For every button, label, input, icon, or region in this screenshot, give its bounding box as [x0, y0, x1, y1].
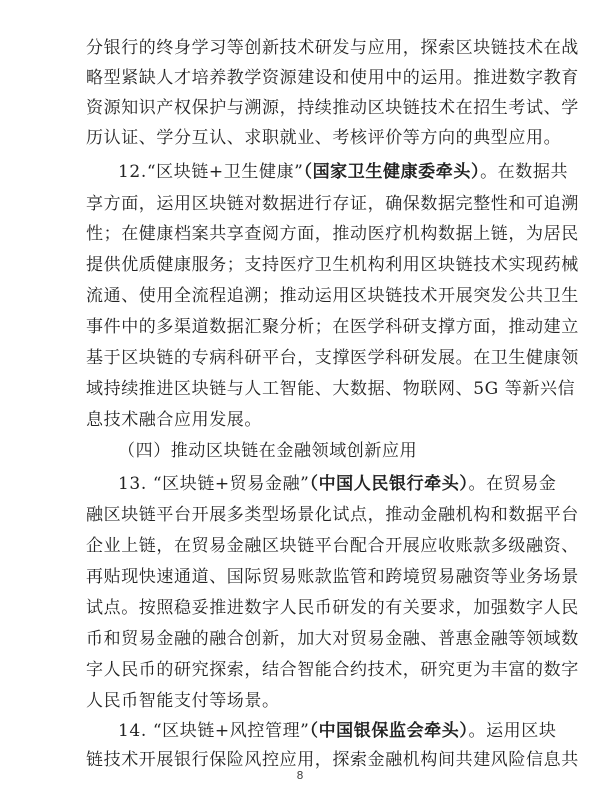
body-text-line: 试点。按照稳妥推进数字人民币研发的有关要求，加强数字人民 [86, 598, 579, 618]
body-text-line: 略型紧缺人才培养教学资源建设和使用中的运用。推进数字教育 [86, 68, 579, 88]
body-text-line: 基于区块链的专病科研平台，支撑医学科研发展。在卫生健康领 [86, 348, 579, 368]
body-text-line: 提供优质健康服务；支持医疗卫生机构利用区块链技术实现药械 [86, 255, 579, 275]
body-text-line: 链技术开展银行保险风控应用，探索金融机构间共建风险信息共 [86, 750, 579, 770]
item-14-prefix: 14. “区块链+风控管理” [118, 721, 310, 741]
body-text-line: 流通、使用全流程追溯；推动运用区块链技术开展突发公共卫生 [86, 286, 579, 306]
body-text-line: 企业上链，在贸易金融区块链平台配合开展应收账款多级融资、 [86, 536, 579, 556]
body-text-line: 资源知识产权保护与溯源，持续推动区块链技术在招生考试、学 [86, 98, 579, 118]
item-12-prefix: 12.“区块链+卫生健康” [118, 162, 304, 182]
section-heading: （四）推动区块链在金融领域创新应用 [118, 441, 418, 461]
body-text-line: 人民币智能支付等场景。 [86, 691, 280, 711]
item-12-tail: 。在数据共 [480, 162, 569, 182]
item-13-heading-line [118, 473, 557, 495]
body-text-line: 字人民币的研究探索，结合智能合约技术，研究更为丰富的数字 [86, 660, 579, 680]
page-number: 8 [296, 769, 304, 782]
body-text-line: 币和贸易金融的融合创新，加大对贸易金融、普惠金融等领域数 [86, 629, 579, 649]
body-text-line: 再贴现快速通道、国际贸易账款监管和跨境贸易融资等业务场景 [86, 567, 579, 587]
item-13-prefix: 13. “区块链+贸易金融” [118, 474, 310, 494]
item-13-tail: 。在贸易金 [468, 474, 557, 494]
body-text-line: 分银行的终身学习等创新技术研发与应用，探索区块链技术在战 [86, 38, 579, 58]
body-text-line: 享方面，运用区块链对数据进行存证，确保数据完整性和可追溯 [86, 194, 579, 214]
item-13-lead-agency: （中国人民银行牵头） [309, 474, 469, 494]
item-14-heading-line [118, 720, 557, 742]
body-text-line: 事件中的多渠道数据汇聚分析；在医学科研支撑方面，推动建立 [86, 317, 579, 337]
item-14-lead-agency: （中国银保监会牵头） [309, 721, 469, 741]
item-12-lead-agency: （国家卫生健康委牵头） [303, 162, 481, 182]
body-text-line: 息技术融合应用发展。 [86, 410, 262, 430]
body-text-line: 融区块链平台开展多类型场景化试点，推动金融机构和数据平台 [86, 505, 579, 525]
body-text-line: 性；在健康档案共享查阅方面，推动医疗机构数据上链，为居民 [86, 224, 579, 244]
body-text-line: 历认证、学分互认、求职就业、考核评价等方向的典型应用。 [86, 128, 562, 148]
item-12-heading-line [118, 161, 569, 183]
item-14-tail: 。运用区块 [468, 721, 557, 741]
body-text-line: 域持续推进区块链与人工智能、大数据、物联网、5G 等新兴信 [86, 379, 576, 399]
